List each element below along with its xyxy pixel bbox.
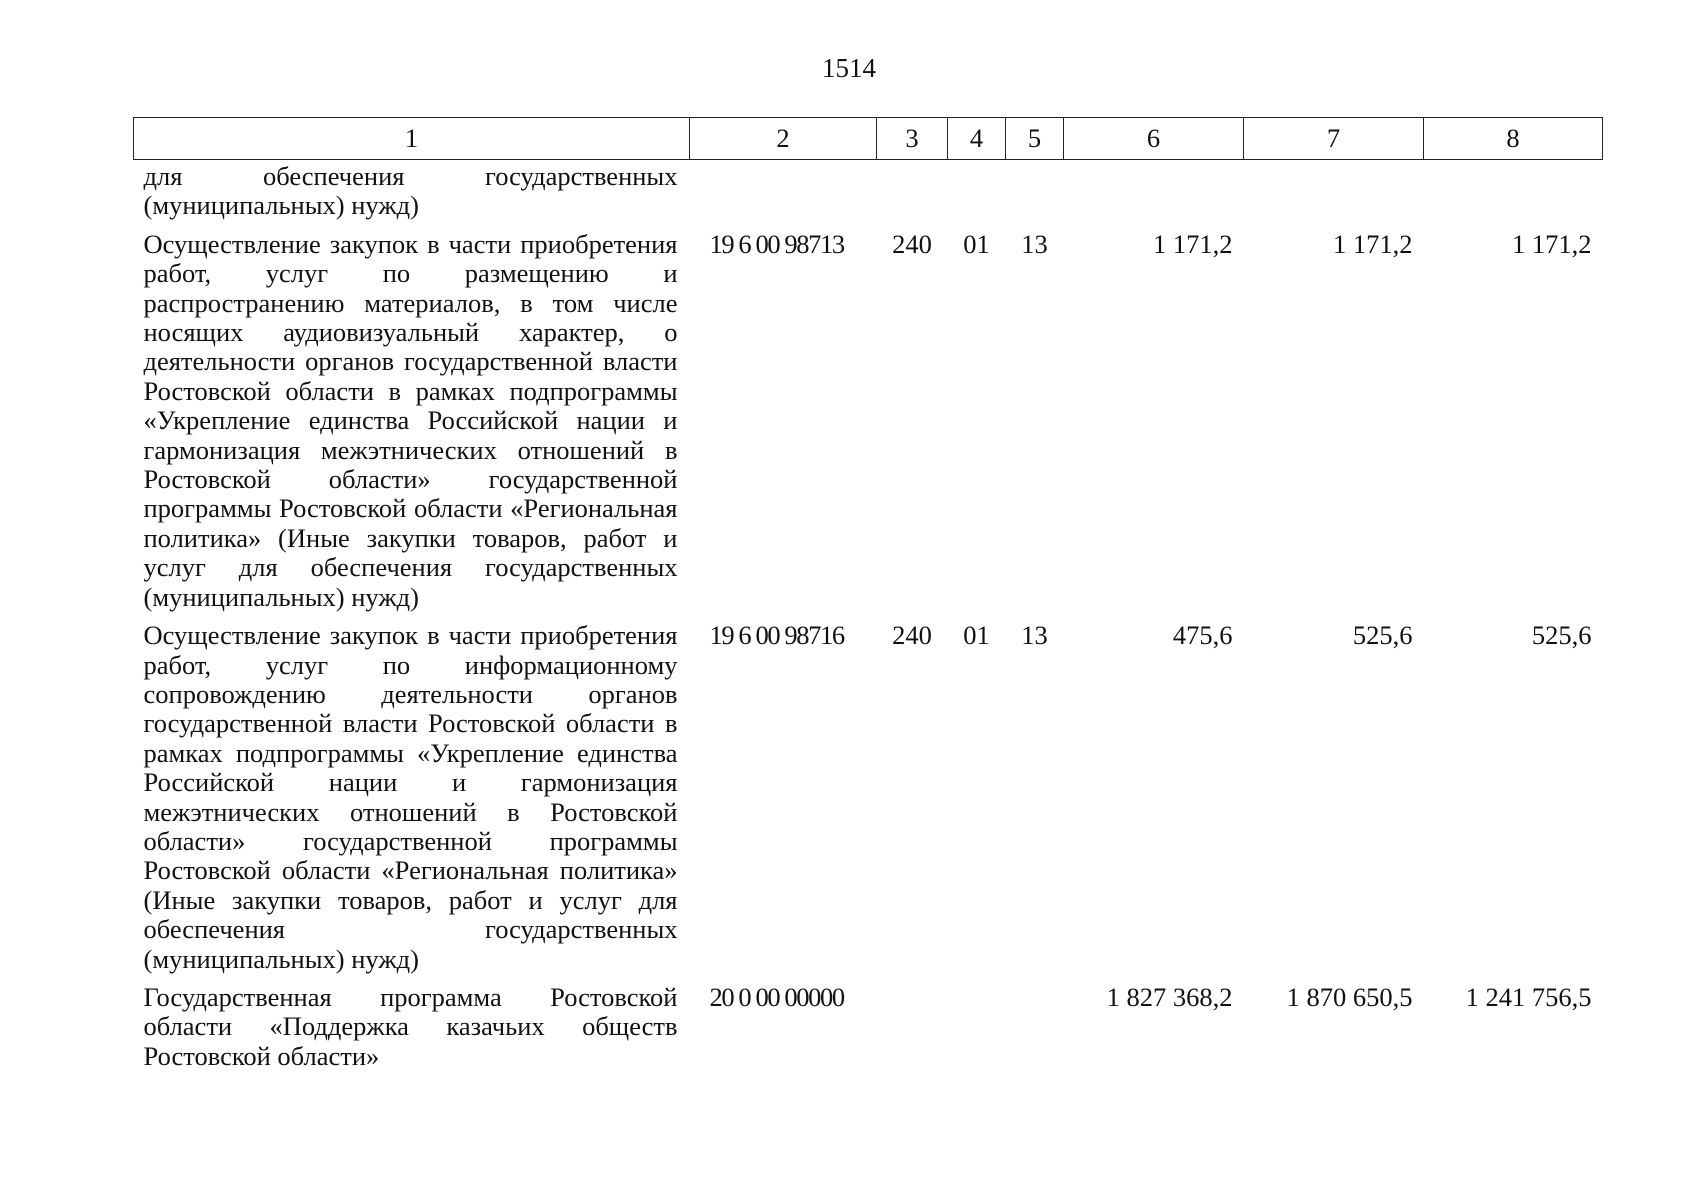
row-expense-type: 240 [892, 228, 932, 259]
row-target-code [690, 160, 877, 230]
column-header: 5 [1006, 118, 1064, 160]
row-description: для обеспечения государственных (муниципальных) нужд) [143, 161, 678, 221]
row-description: Осуществление закупок в части приобретения работ, услуг по информационному сопровождению деятельности органов государственной власти Ростовской области в рамках подпрограммы «Укрепление единства Российской нации и гармонизация межэтнических отношений в Ростовской области» государственной программы Ростовской области «Региональная политика» (Иные закупки товаров, работ и услуг для обеспечения государственных (муниципальных) нужд) [143, 620, 678, 974]
row-value-year2 [1244, 160, 1424, 230]
table-row [134, 230, 1603, 621]
budget-table [133, 117, 1603, 1080]
row-section: 01 [963, 228, 990, 259]
table-row [134, 983, 1603, 1080]
row-section [948, 160, 1006, 230]
column-header: 6 [1064, 118, 1244, 160]
row-section [948, 983, 1006, 1080]
row-section: 01 [963, 620, 990, 651]
page-number: 1514 [822, 53, 876, 83]
row-value-year3 [1424, 160, 1603, 230]
row-expense-type: 240 [892, 620, 932, 651]
row-value-year1: 1 171,2 [1153, 228, 1233, 259]
column-header: 4 [948, 118, 1006, 160]
row-value-year1 [1064, 160, 1244, 230]
row-subsection: 13 [1021, 228, 1048, 259]
column-header: 8 [1424, 118, 1603, 160]
row-value-year2: 1 171,2 [1333, 228, 1413, 259]
row-value-year1: 475,6 [1172, 620, 1233, 651]
row-value-year2: 525,6 [1352, 620, 1413, 651]
row-value-year3: 1 241 756,5 [1465, 981, 1592, 1012]
column-header: 1 [134, 118, 690, 160]
row-target-code: 19 6 00 98716 [709, 620, 844, 651]
row-description: Государственная программа Ростовской области «Поддержка казачьих обществ Ростовской области» [143, 981, 678, 1071]
table-row [134, 160, 1603, 230]
row-value-year1: 1 827 368,2 [1106, 981, 1233, 1012]
row-target-code: 19 6 00 98713 [709, 228, 844, 259]
row-expense-type [877, 983, 948, 1080]
row-value-year3: 1 171,2 [1512, 228, 1592, 259]
row-target-code: 20 0 00 00000 [709, 981, 844, 1012]
table-row [134, 621, 1603, 983]
column-header: 3 [877, 118, 948, 160]
column-header: 2 [690, 118, 877, 160]
row-value-year2: 1 870 650,5 [1286, 981, 1413, 1012]
row-subsection: 13 [1021, 620, 1048, 651]
row-subsection [1006, 983, 1064, 1080]
row-subsection [1006, 160, 1064, 230]
row-expense-type [877, 160, 948, 230]
row-description: Осуществление закупок в части приобретения работ, услуг по размещению и распространению материалов, в том числе носящих аудиовизуальный характер, о деятельности органов государственной власти Ростовской области в рамках подпрограммы «Укрепление единства Российской нации и гармонизация межэтнических отношений в Ростовской области» государственной программы Ростовской области «Региональная политика» (Иные закупки товаров, работ и услуг для обеспечения государственных (муниципальных) нужд) [143, 228, 678, 612]
row-value-year3: 525,6 [1531, 620, 1592, 651]
table-header-row [134, 118, 1603, 160]
column-header: 7 [1244, 118, 1424, 160]
